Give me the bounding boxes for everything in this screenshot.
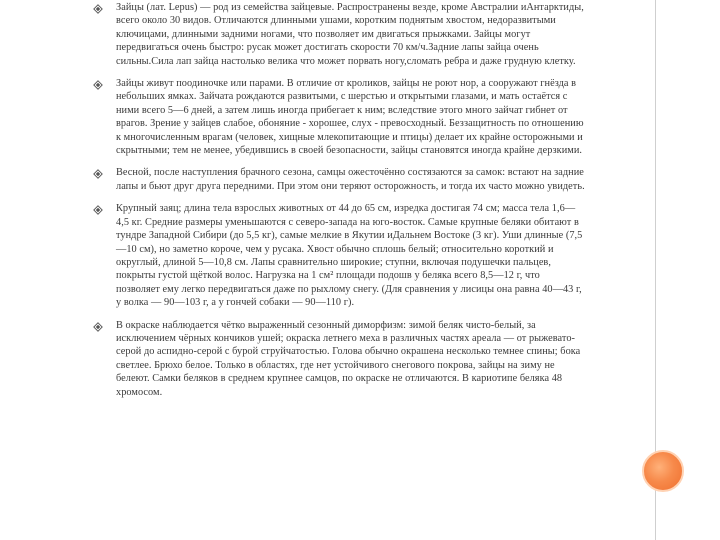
paragraph-text: Крупный заяц; длина тела взрослых животных от 44 до 65 см, изредка достигая 74 см; масса тела 1,6—4,5 кг. Средние размеры уменьшаются с северо-запада на юго-восток. Самые крупные беляки обитают в тундре Западной Сибири (до 5,5 кг), самые мелкие в Якутии иДальнем Востоке (3 кг). Уши длинные (7,5—10 см), но заметно короче, чем у русака. Хвост обычно сплошь белый; относительно короткий и округлый, длиной 5—10,8 см. Лапы сравнительно широкие; ступни, включая подушечки пальцев, покрыты густой щёткой волос. Нагрузка на 1 см² площади подошв у беляка всего 8,5—12 г, что позволяет ему легко передвигаться даже по рыхлому снегу. (Для сравнения у лисицы она равна 40—43 г, у волка — 90—103 г, а у гончей собаки — 90—110 г). [116, 203, 583, 309]
paragraph-text: Зайцы (лат. Lepus) — род из семейства зайцевые. Распространены везде, кроме Австралии иАнтарктиды, всего около 30 видов. Отличаются длинными ушами, коротким поднятым хвостом, недоразвитыми ключицами, длинными задними ногами, что позволяет им двигаться прыжками. Зайцы могут передвигаться очень быстро: русак может достигать скорости 70 км/ч.Задние лапы зайца очень сильны.Сила лап зайца настолько велика что может порвать ногу,сломать ребра и даже грудную клетку. [116, 2, 584, 67]
diamond-bullet-icon [93, 80, 103, 90]
paragraph-text: Зайцы живут поодиночке или парами. В отличие от кроликов, зайцы не роют нор, а сооружают гнёзда в небольших ямках. Зайчата рождаются развитыми, с шерстью и открытыми глазами, и мать остаётся с ними всего 5—6 дней, а затем лишь иногда прибегает к ним; вследствие этого много зайчат гибнет от врагов. Зрение у зайцев слабое, обоняние - хорошее, слух - превосходный. Беззащитность по отношению к многочисленным врагам (человек, хищные млекопитающие и птицы) делает их крайне осторожными и скрытными; тем не менее, убедившись в своей безопасности, зайцы становятся иногда крайне дерзкими. [116, 78, 584, 157]
list-item [96, 166, 586, 193]
diamond-bullet-icon [93, 205, 103, 215]
list-item [96, 77, 586, 157]
orange-circle-decoration [642, 450, 684, 492]
list-item [96, 319, 586, 399]
bullet-list [96, 0, 586, 408]
list-item [96, 1, 586, 68]
list-item [96, 202, 586, 309]
diamond-bullet-icon [93, 322, 103, 332]
diamond-bullet-icon [93, 169, 103, 179]
paragraph-text: В окраске наблюдается чётко выраженный сезонный диморфизм: зимой беляк чисто-белый, за исключением чёрных кончиков ушей; окраска летнего меха в различных частях ареала — от рыжевато-серой до аспидно-серой с бурой струйчатостью. Голова обычно окрашена несколько темнее спины; бока светлее. Брюхо белое. Только в областях, где нет устойчивого снегового покрова, зайцы на зиму не белеют. Самки беляков в среднем крупнее самцов, по окраске не отличаются. В кариотипе беляка 48 хромосом. [116, 319, 581, 398]
diamond-bullet-icon [93, 4, 103, 14]
paragraph-text: Весной, после наступления брачного сезона, самцы ожесточённо состязаются за самок: встают на задние лапы и бьют друг друга передними. При этом они теряют осторожность, и тогда их часто можно увидеть. [116, 167, 585, 192]
